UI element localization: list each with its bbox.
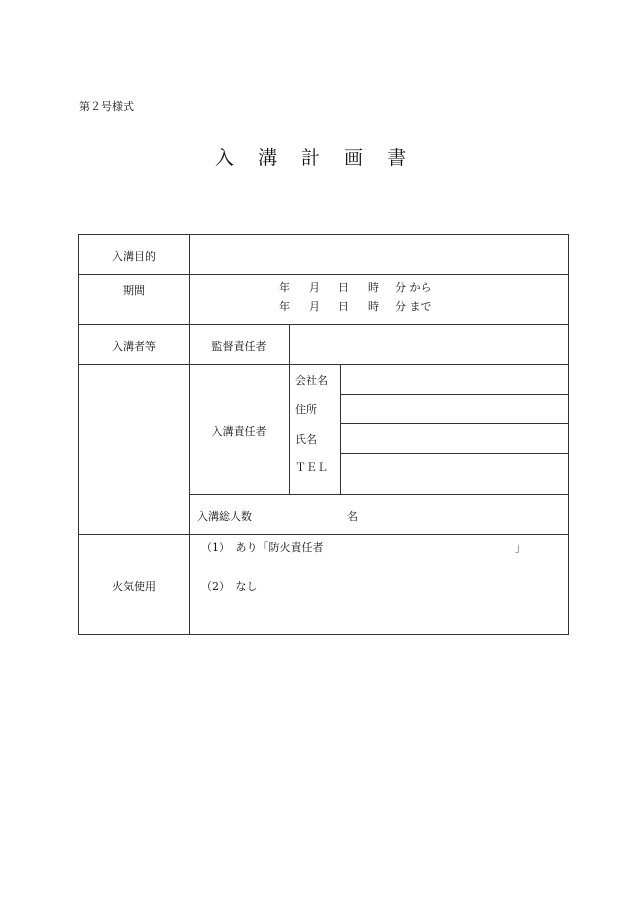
full-name-value[interactable] xyxy=(346,431,556,447)
period-end-day: 日 xyxy=(338,300,349,313)
total-unit: 名 xyxy=(347,510,358,523)
fire-option-close-bracket: 」 xyxy=(515,541,526,554)
period-end-month: 月 xyxy=(309,300,320,313)
period-label: 期間 xyxy=(123,284,145,297)
row-divider xyxy=(79,274,568,275)
purpose-value[interactable] xyxy=(195,248,555,264)
supervisor-label: 監督責任者 xyxy=(211,340,267,353)
supervisor-value[interactable] xyxy=(295,338,555,354)
address-value[interactable] xyxy=(346,401,556,417)
manager-label: 入溝責任者 xyxy=(211,425,267,438)
fire-label: 火気使用 xyxy=(112,580,156,593)
period-start-year: 年 xyxy=(279,281,290,294)
company-name-value[interactable] xyxy=(346,372,556,388)
fire-option-yes[interactable]: （1） あり「防火責任者 xyxy=(201,541,324,554)
tel-label: ＴＥＬ xyxy=(295,461,328,474)
period-start-hour: 時 xyxy=(368,281,379,294)
page-title: 入 溝 計 画 書 xyxy=(214,147,416,169)
total-label: 入溝総人数 xyxy=(197,510,252,523)
period-start-day: 日 xyxy=(338,281,349,294)
period-end-minute: 分 まで xyxy=(395,300,432,313)
period-start-minute: 分 から xyxy=(395,281,432,294)
row-divider xyxy=(79,534,568,535)
row-divider xyxy=(340,453,568,454)
tel-value[interactable] xyxy=(346,459,556,475)
row-divider xyxy=(340,394,568,395)
fire-option-no[interactable]: （2） なし xyxy=(201,580,258,593)
purpose-label: 入溝目的 xyxy=(112,250,156,263)
company-name-label: 会社名 xyxy=(295,374,328,387)
col-divider xyxy=(289,324,290,494)
row-divider xyxy=(189,494,568,495)
period-start-month: 月 xyxy=(309,281,320,294)
full-name-label: 氏名 xyxy=(295,433,317,446)
period-end-year: 年 xyxy=(279,300,290,313)
period-end-hour: 時 xyxy=(368,300,379,313)
plan-table xyxy=(78,234,569,635)
entrants-label: 入溝者等 xyxy=(112,340,156,353)
col-divider xyxy=(340,364,341,494)
row-divider xyxy=(340,423,568,424)
row-divider xyxy=(79,324,568,325)
form-number: 第２号様式 xyxy=(79,100,134,113)
address-label: 住所 xyxy=(295,403,317,416)
row-divider xyxy=(79,364,568,365)
